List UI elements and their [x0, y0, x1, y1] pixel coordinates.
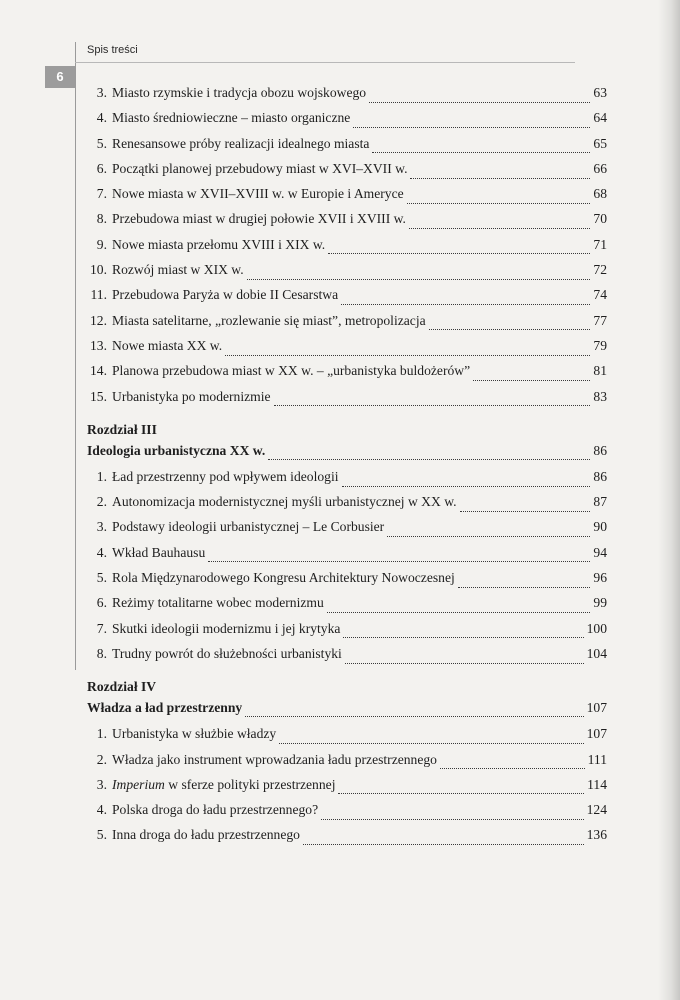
leader-dots [410, 158, 590, 179]
entry-number: 13. [90, 337, 107, 353]
page-number: 6 [45, 66, 75, 88]
toc-entry [87, 181, 607, 206]
entry-title: Skutki ideologii modernizmu i jej krytyka [112, 620, 341, 636]
entry-number: 12. [90, 312, 107, 328]
entry-page: 74 [593, 287, 607, 303]
entry-title: Wkład Bauhausu [112, 544, 206, 560]
toc-entry [87, 105, 607, 130]
entry-title: Renesansowe próby realizacji idealnego miasta [112, 135, 370, 151]
leader-dots [369, 82, 590, 103]
entry-number: 5. [96, 570, 107, 586]
entry-number: 4. [96, 802, 107, 818]
leader-dots [460, 491, 591, 512]
entry-number: 7. [96, 620, 107, 636]
entry-page: 65 [593, 135, 607, 151]
entry-title [112, 772, 338, 797]
chapter-entries [87, 464, 607, 666]
page-edge-shadow [658, 0, 680, 1000]
entry-page: 96 [593, 570, 607, 586]
entry-page: 114 [587, 776, 607, 792]
leader-dots [321, 799, 584, 820]
entry-number: 4. [96, 110, 107, 126]
entry-title: Ład przestrzenny pod wpływem ideologii [112, 468, 339, 484]
leader-dots [387, 516, 590, 537]
entry-number: 6. [96, 595, 107, 611]
leader-dots [353, 107, 590, 128]
entry-number: 5. [96, 135, 107, 151]
leader-dots [341, 284, 590, 305]
chapter-title: Władza a ład przestrzenny [87, 700, 243, 716]
entry-title: Miasta satelitarne, „rozlewanie się miast”, metropolizacja [112, 312, 426, 328]
entry-title-italic: Imperium [112, 776, 165, 792]
toc-entry [87, 464, 607, 489]
leader-dots [407, 183, 591, 204]
chapter-section [87, 676, 607, 847]
entry-page: 124 [586, 802, 607, 818]
entry-page: 70 [593, 211, 607, 227]
entry-number: 10. [90, 262, 107, 278]
leader-dots [372, 132, 590, 153]
entry-title: Urbanistyka po modernizmie [112, 388, 271, 404]
entry-title: Reżimy totalitarne wobec modernizmu [112, 595, 324, 611]
entry-number: 11. [90, 287, 107, 303]
entry-page: 79 [593, 337, 607, 353]
toc-entry [87, 616, 607, 641]
entry-page: 66 [593, 160, 607, 176]
entry-number: 9. [96, 236, 107, 252]
entry-number: 3. [96, 519, 107, 535]
toc-entry [87, 333, 607, 358]
leader-dots [328, 233, 590, 254]
toc-entry [87, 540, 607, 565]
entry-title: Przebudowa Paryża w dobie II Cesarstwa [112, 287, 339, 303]
entry-number: 4. [96, 544, 107, 560]
leader-dots [247, 259, 591, 280]
entry-number: 2. [96, 751, 107, 767]
toc-entry [87, 384, 607, 409]
entry-title: Podstawy ideologii urbanistycznej – Le Corbusier [112, 519, 385, 535]
leader-dots [245, 699, 583, 717]
toc-entry [87, 489, 607, 514]
toc-entry [87, 514, 607, 539]
entry-number: 1. [96, 726, 107, 742]
entry-title: Trudny powrót do służebności urbanistyki [112, 645, 342, 661]
leader-dots [409, 208, 590, 229]
entry-page: 104 [586, 645, 607, 661]
leader-dots [440, 748, 585, 769]
margin-rule [75, 42, 76, 670]
entry-title: Planowa przebudowa miast w XX w. – „urbanistyka buldożerów” [112, 363, 471, 379]
leader-dots [208, 541, 590, 562]
entry-page: 86 [593, 468, 607, 484]
continued-entries [87, 80, 607, 409]
entry-page: 90 [593, 519, 607, 535]
entry-page: 64 [593, 110, 607, 126]
toc-entry [87, 797, 607, 822]
toc-entry [87, 308, 607, 333]
entry-number: 14. [90, 363, 107, 379]
entry-title: Początki planowej przebudowy miast w XVI–XVII w. [112, 160, 408, 176]
leader-dots [279, 723, 583, 744]
entry-title: Miasto średniowieczne – miasto organiczne [112, 110, 351, 126]
leader-dots [338, 773, 584, 794]
entry-title: Władza jako instrument wprowadzania ładu przestrzennego [112, 751, 437, 767]
leader-dots [458, 567, 591, 588]
chapter-page: 107 [586, 700, 607, 716]
entry-page: 68 [593, 186, 607, 202]
entry-page: 136 [586, 827, 607, 843]
chapter-label: Rozdział IV [87, 679, 157, 695]
toc-entry [87, 232, 607, 257]
entry-page: 83 [593, 388, 607, 404]
entry-page: 111 [587, 751, 607, 767]
leader-dots [225, 335, 590, 356]
header-rule [75, 62, 575, 63]
leader-dots [429, 309, 591, 330]
entry-title: Nowe miasta przełomu XVIII i XIX w. [112, 236, 326, 252]
entry-number: 2. [96, 494, 107, 510]
chapter-section [87, 419, 607, 666]
table-of-contents [87, 80, 607, 848]
entry-number: 3. [96, 85, 107, 100]
entry-title: Urbanistyka w służbie władzy [112, 726, 277, 742]
chapter-label: Rozdział III [87, 421, 157, 437]
entry-page: 87 [593, 494, 607, 510]
entry-number: 3. [96, 776, 107, 792]
entry-page: 107 [586, 726, 607, 742]
leader-dots [274, 385, 591, 406]
entry-title: Inna droga do ładu przestrzennego [112, 827, 300, 843]
toc-entry [87, 131, 607, 156]
toc-entry [87, 641, 607, 666]
chapter-title: Ideologia urbanistyczna XX w. [87, 442, 266, 458]
chapters [87, 419, 607, 848]
entry-number: 15. [90, 388, 107, 404]
toc-entry [87, 156, 607, 181]
leader-dots [342, 466, 591, 487]
toc-entry [87, 772, 607, 797]
entry-number: 8. [96, 211, 107, 227]
entry-title: Nowe miasta XX w. [112, 337, 223, 353]
entry-title: Polska droga do ładu przestrzennego? [112, 802, 319, 818]
entry-page: 63 [593, 85, 607, 100]
chapter-entries [87, 721, 607, 847]
entry-title-rest: w sferze polityki przestrzennej [164, 776, 336, 792]
chapter-page: 86 [593, 442, 607, 458]
entry-page: 72 [593, 262, 607, 278]
leader-dots [473, 360, 590, 381]
toc-entry [87, 358, 607, 383]
entry-page: 94 [593, 544, 607, 560]
toc-entry [87, 282, 607, 307]
entry-number: 7. [96, 186, 107, 202]
entry-title: Nowe miasta w XVII–XVIII w. w Europie i Ameryce [112, 186, 404, 202]
running-head: Spis treści [87, 44, 138, 56]
toc-entry [87, 565, 607, 590]
toc-entry [87, 257, 607, 282]
leader-dots [327, 592, 591, 613]
entry-number: 6. [96, 160, 107, 176]
leader-dots [343, 617, 583, 638]
entry-title: Miasto rzymskie i tradycja obozu wojskowego [112, 85, 367, 100]
toc-entry [87, 206, 607, 231]
entry-title: Autonomizacja modernistycznej myśli urbanistycznej w XX w. [112, 494, 457, 510]
entry-title: Rozwój miast w XIX w. [112, 262, 244, 278]
entry-title: Przebudowa miast w drugiej połowie XVII i XVIII w. [112, 211, 406, 227]
entry-page: 100 [586, 620, 607, 636]
entry-number: 8. [96, 645, 107, 661]
entry-page: 71 [593, 236, 607, 252]
leader-dots [268, 442, 590, 460]
entry-page: 81 [593, 363, 607, 379]
entry-page: 77 [593, 312, 607, 328]
entry-number: 5. [96, 827, 107, 843]
toc-entry [87, 822, 607, 847]
entry-page: 99 [593, 595, 607, 611]
toc-entry [87, 747, 607, 772]
leader-dots [345, 643, 584, 664]
toc-entry [87, 590, 607, 615]
leader-dots [303, 824, 584, 845]
entry-number: 1. [96, 468, 107, 484]
entry-title: Rola Międzynarodowego Kongresu Architektury Nowoczesnej [112, 570, 455, 586]
toc-entry [87, 721, 607, 746]
toc-entry [87, 80, 607, 105]
